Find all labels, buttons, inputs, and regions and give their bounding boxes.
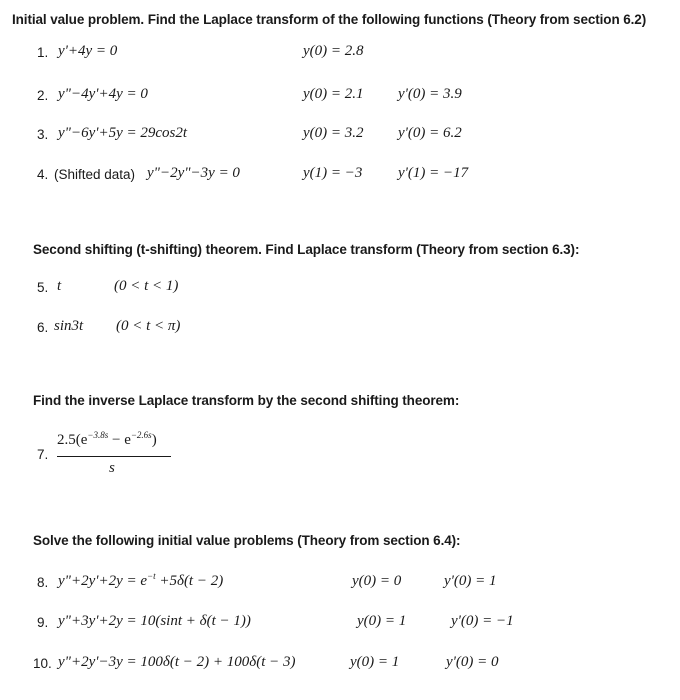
problem-1-number: 1. <box>37 45 49 60</box>
problem-4-number: 4. <box>37 167 49 182</box>
problem-8-ic2: y'(0) = 1 <box>444 573 497 589</box>
problem-2-equation: y"−4y'+4y = 0 <box>58 86 148 102</box>
section4-heading: Solve the following initial value problems (Theory from section 6.4): <box>33 533 461 548</box>
problem-5-function: t <box>57 278 62 294</box>
problem-1-ic1: y(0) = 2.8 <box>303 43 364 59</box>
problem-4-prefix: (Shifted data) <box>54 167 136 182</box>
problem-6-number: 6. <box>37 320 49 335</box>
fraction-bar <box>57 456 171 457</box>
problem-7-number: 7. <box>37 447 49 462</box>
problem-3-number: 3. <box>37 127 49 142</box>
section1-heading: Initial value problem. Find the Laplace transform of the following functions (Theory from section 6.2) <box>12 12 647 27</box>
problem-7-fraction <box>57 429 173 481</box>
problem-5-condition: (0 < t < 1) <box>114 278 179 294</box>
problem-7-denominator: s <box>109 460 115 476</box>
problem-6-function: sin3t <box>54 318 84 334</box>
problem-3-ic1: y(0) = 3.2 <box>303 125 364 141</box>
problem-8-equation: y"+2y'+2y = $e^{-t} +5\delta(t - 2)$ <box>58 571 224 589</box>
problem-9-ic1: y(0) = 1 <box>357 613 407 629</box>
problem-2-ic2: y'(0) = 3.9 <box>398 86 462 102</box>
section3-heading: Find the inverse Laplace transform by the second shifting theorem: <box>33 393 460 408</box>
problem-2-ic1: y(0) = 2.1 <box>303 86 364 102</box>
problem-6-condition: (0 < t < π) <box>116 318 181 334</box>
problem-10-ic1: y(0) = 1 <box>350 654 400 670</box>
problem-7-numerator: $2.5(e^{-3.8s} - e^{-2.6s})$ <box>57 430 157 448</box>
problem-9-ic2: y'(0) = −1 <box>451 613 514 629</box>
problem-1-equation: y'+4y = 0 <box>58 43 118 59</box>
problem-4-ic2: y'(1) = −17 <box>398 165 469 181</box>
problem-3-ic2: y'(0) = 6.2 <box>398 125 462 141</box>
problem-10-equation: y"+2y'−3y = 100δ(t − 2) + 100δ(t − 3) <box>58 654 296 670</box>
problem-2-number: 2. <box>37 88 49 103</box>
problem-8-ic1: y(0) = 0 <box>352 573 402 589</box>
problem-10-ic2: y'(0) = 0 <box>446 654 499 670</box>
problem-3-equation: y"−6y'+5y = 29cos2t <box>58 125 188 141</box>
problem-4-ic1: y(1) = −3 <box>303 165 363 181</box>
problem-9-number: 9. <box>37 615 49 630</box>
problem-8-number: 8. <box>37 575 49 590</box>
problem-9-equation: y"+3y'+2y = 10(sint + δ(t − 1)) <box>58 613 251 629</box>
problem-4-equation: y"−2y"−3y = 0 <box>147 165 240 181</box>
problem-10-number: 10. <box>33 656 52 671</box>
section2-heading: Second shifting (t-shifting) theorem. Find Laplace transform (Theory from section 6.3): <box>33 242 580 257</box>
problem-5-number: 5. <box>37 280 49 295</box>
